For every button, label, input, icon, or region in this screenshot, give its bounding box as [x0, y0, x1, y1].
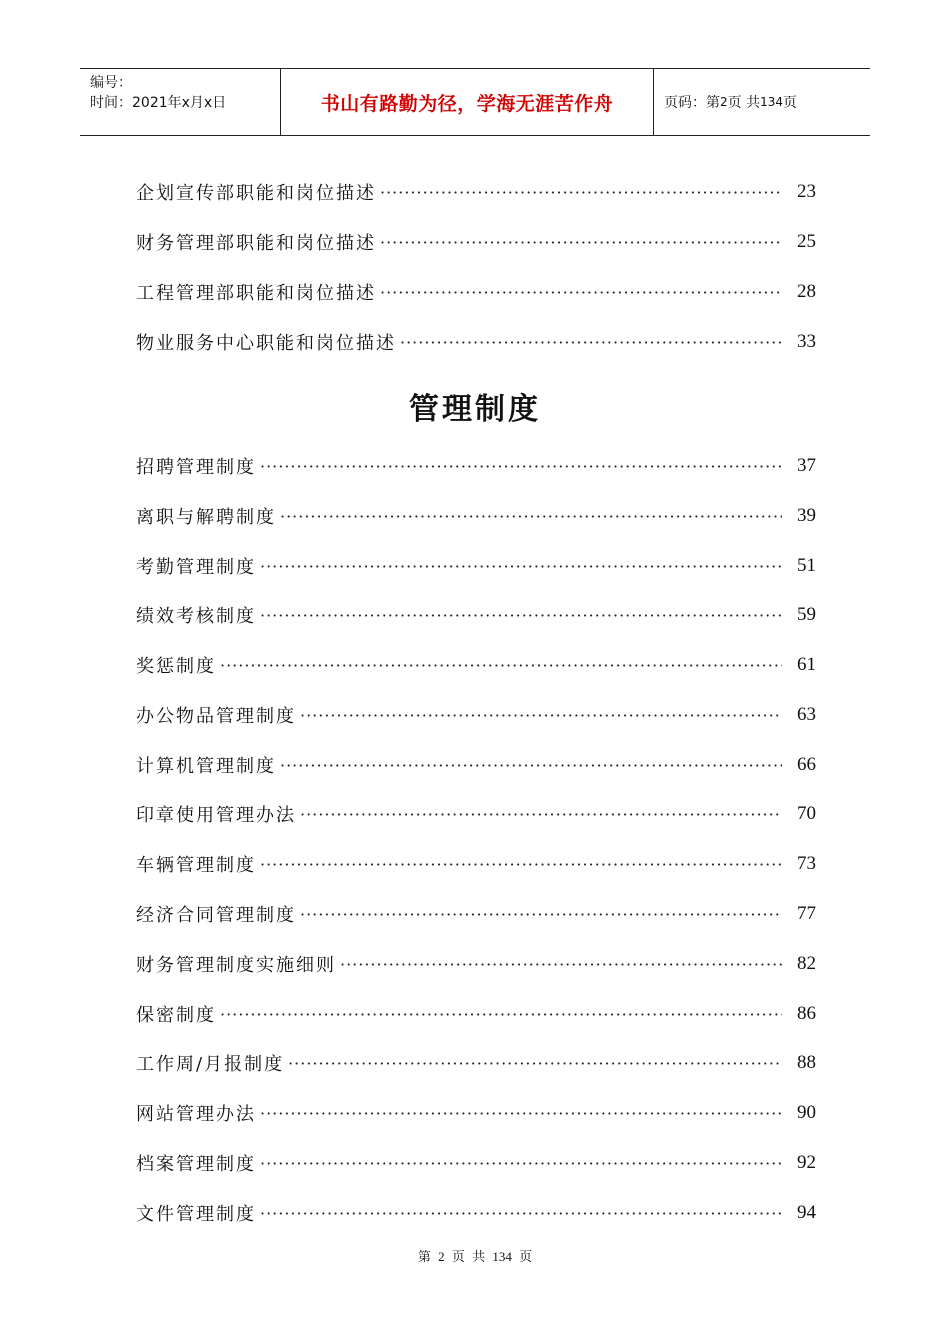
toc-entry-page: 63	[797, 704, 816, 725]
toc-leader	[340, 955, 782, 974]
toc-entry[interactable]	[136, 451, 816, 481]
toc-leader	[380, 183, 782, 202]
toc-entry[interactable]	[136, 949, 816, 979]
toc-leader	[260, 606, 782, 625]
toc-entry-title: 保密制度	[136, 1005, 216, 1026]
toc-entry-page: 77	[797, 903, 816, 924]
toc-entry-title: 计算机管理制度	[136, 756, 276, 777]
toc-entry-title: 财务管理部职能和岗位描述	[136, 233, 376, 254]
toc-entry-title: 物业服务中心职能和岗位描述	[136, 333, 396, 354]
toc-entry[interactable]	[136, 1048, 816, 1078]
toc-entry[interactable]	[136, 551, 816, 581]
toc-entry-page: 70	[797, 803, 816, 824]
number-label: 编号：	[90, 75, 132, 91]
page-label-suffix: 页	[783, 95, 797, 111]
toc-entry-page: 25	[797, 231, 816, 252]
toc-entry-title: 文件管理制度	[136, 1204, 256, 1225]
toc-leader	[380, 233, 782, 252]
toc-entry-page: 90	[797, 1102, 816, 1123]
toc-entry-title: 办公物品管理制度	[136, 706, 296, 727]
toc-entry-page: 92	[797, 1152, 816, 1173]
page-total: 134	[760, 95, 783, 109]
toc-entry[interactable]	[136, 899, 816, 929]
toc-entry-page: 51	[797, 555, 816, 576]
toc-entry-page: 82	[797, 953, 816, 974]
toc-leader	[260, 457, 782, 476]
toc-leader	[260, 1154, 782, 1173]
page-label-prefix: 页码：第	[664, 95, 720, 111]
toc-entry[interactable]	[136, 327, 816, 357]
page-footer: 第 2 页 共 134 页	[417, 1249, 533, 1264]
time-label: 时间：2021年x月x日	[90, 95, 227, 111]
toc-entry[interactable]	[136, 1098, 816, 1128]
toc-entry-page: 86	[797, 1003, 816, 1024]
toc-entry-title: 奖惩制度	[136, 656, 216, 677]
toc-leader	[288, 1054, 782, 1073]
toc-entry-page: 61	[797, 654, 816, 675]
toc-entry[interactable]	[136, 177, 816, 207]
toc-entry-title: 考勤管理制度	[136, 557, 256, 578]
toc-entry[interactable]	[136, 799, 816, 829]
toc-leader	[260, 855, 782, 874]
toc-leader	[280, 507, 782, 526]
toc-entry[interactable]	[136, 999, 816, 1029]
toc-entry[interactable]	[136, 227, 816, 257]
toc-entry-page: 37	[797, 455, 816, 476]
toc-entry-title: 档案管理制度	[136, 1154, 256, 1175]
toc-entry-page: 33	[797, 331, 816, 352]
toc-entry-page: 66	[797, 754, 816, 775]
header-slogan: 书山有路勤为径，学海无涯苦作舟	[281, 69, 654, 135]
toc-entry[interactable]	[136, 700, 816, 730]
toc-entry[interactable]	[136, 650, 816, 680]
section-title: 管理制度	[409, 392, 541, 427]
toc-entry-title: 绩效考核制度	[136, 606, 256, 627]
toc-entry-title: 工程管理部职能和岗位描述	[136, 283, 376, 304]
toc-leader	[260, 557, 782, 576]
toc-entry-title: 招聘管理制度	[136, 457, 256, 478]
header-meta-cell	[80, 69, 281, 135]
toc-entry-title: 财务管理制度实施细则	[136, 955, 336, 976]
toc-entry-title: 离职与解聘制度	[136, 507, 276, 528]
toc-entry[interactable]	[136, 600, 816, 630]
toc-entry-title: 印章使用管理办法	[136, 805, 296, 826]
toc-leader	[220, 656, 782, 675]
page-current: 2	[720, 95, 728, 109]
toc-entry-page: 23	[797, 181, 816, 202]
toc-entry-page: 59	[797, 604, 816, 625]
toc-leader	[260, 1204, 782, 1223]
toc-leader	[300, 706, 782, 725]
toc-leader	[220, 1005, 782, 1024]
toc-entry[interactable]	[136, 1148, 816, 1178]
toc-entry-page: 28	[797, 281, 816, 302]
toc-leader	[380, 283, 782, 302]
toc-entry-page: 39	[797, 505, 816, 526]
toc-entry-page: 73	[797, 853, 816, 874]
toc-entry-title: 经济合同管理制度	[136, 905, 296, 926]
toc-entry-title: 工作周/月报制度	[136, 1054, 285, 1075]
page-label-mid: 页 共	[727, 95, 761, 111]
toc-leader	[400, 333, 782, 352]
header-page-info	[654, 69, 870, 135]
toc-leader	[300, 805, 782, 824]
toc-entry-title: 车辆管理制度	[136, 855, 256, 876]
toc-entry[interactable]	[136, 750, 816, 780]
toc-entry-title: 企划宣传部职能和岗位描述	[136, 183, 376, 204]
page-header	[80, 68, 870, 136]
toc-entry-page: 88	[797, 1052, 816, 1073]
toc-leader	[280, 756, 782, 775]
toc-entry[interactable]	[136, 849, 816, 879]
toc-entry[interactable]	[136, 277, 816, 307]
toc-entry-page: 94	[797, 1202, 816, 1223]
toc-leader	[300, 905, 782, 924]
toc-entry[interactable]	[136, 1198, 816, 1228]
toc-entry-title: 网站管理办法	[136, 1104, 256, 1125]
toc-leader	[260, 1104, 782, 1123]
toc-entry[interactable]	[136, 501, 816, 531]
